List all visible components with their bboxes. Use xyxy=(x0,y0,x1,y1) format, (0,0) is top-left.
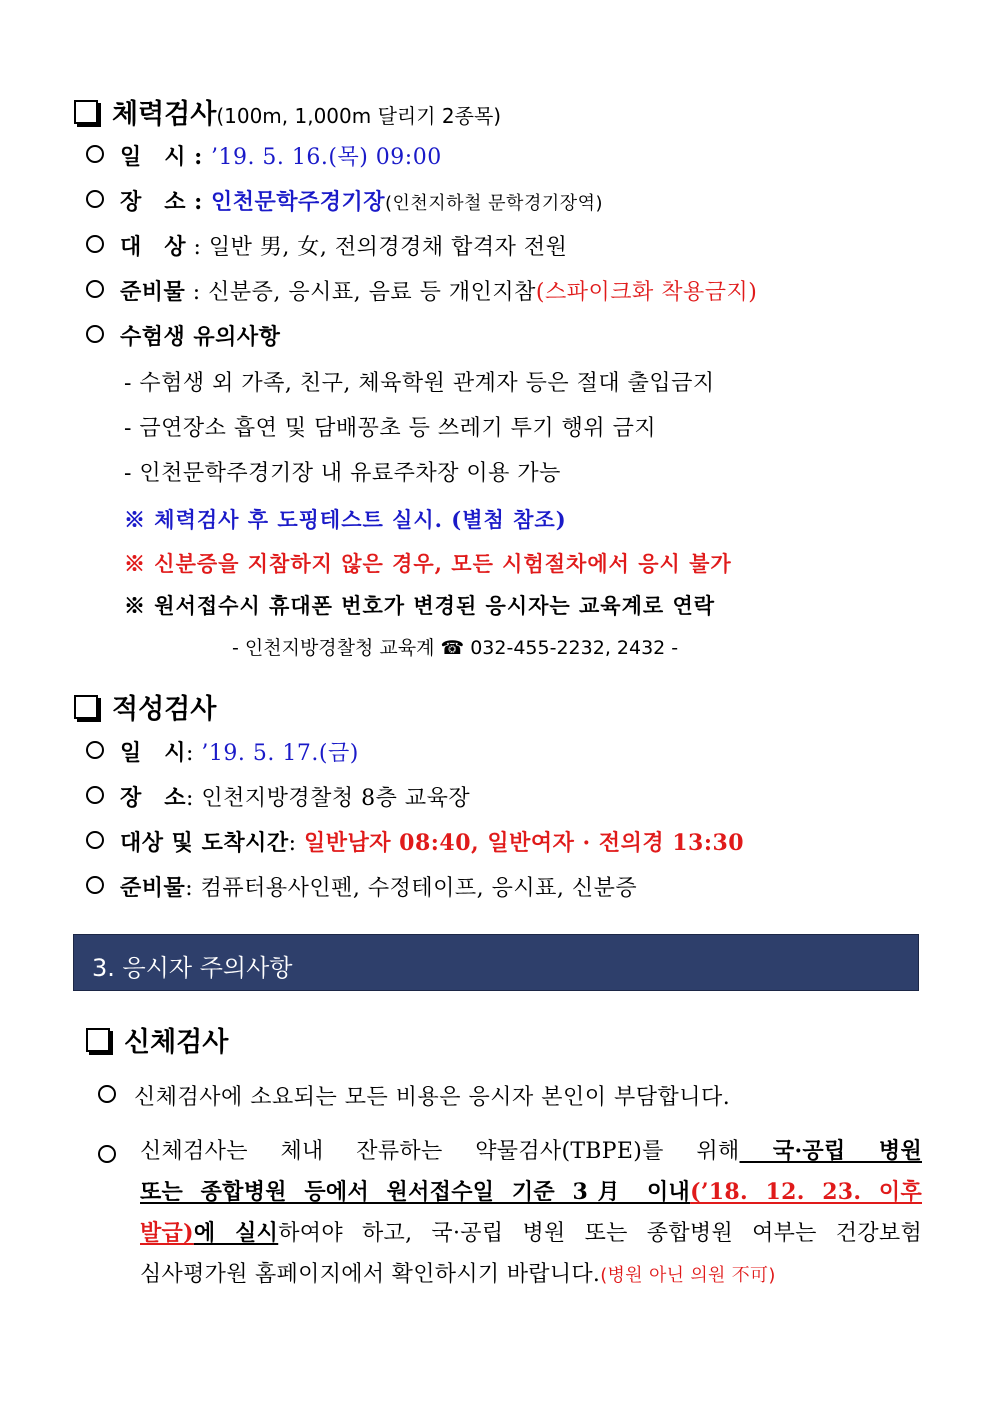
fitness-prep-note: (스파이크화 착용금지) xyxy=(535,280,758,305)
fitness-prep-row xyxy=(86,275,757,306)
checkbox-square-icon xyxy=(74,695,98,719)
aptitude-date-value: ’19. 5. 17.(금) xyxy=(201,741,359,766)
medical-item-2-text-g: 하여야 하고, 국·공립 병원 또는 종합병원 여부는 건강보험 xyxy=(278,1221,922,1246)
medical-item-2-text-a: 신체검사는 체내 잔류하는 약물검사(TBPE)를 위해 xyxy=(140,1139,740,1164)
aptitude-date-row xyxy=(86,736,359,767)
circle-bullet-icon xyxy=(86,831,104,849)
medical-item-1 xyxy=(98,1080,730,1111)
aptitude-section-title xyxy=(74,687,216,726)
circle-bullet-icon xyxy=(86,325,104,343)
aptitude-prep-value: : 컴퓨터용사인펜, 수정테이프, 응시표, 신분증 xyxy=(185,876,638,901)
medical-item-2-line4 xyxy=(140,1254,922,1296)
circle-bullet-icon xyxy=(86,876,104,894)
medical-item-2-perform: 에 실시 xyxy=(193,1220,279,1246)
aptitude-place-label: 장 소 xyxy=(120,785,187,811)
fitness-section-title xyxy=(74,92,501,131)
fitness-place-label: 장 소 : xyxy=(120,189,211,215)
aptitude-place-value: : 인천지방경찰청 8층 교육장 xyxy=(186,786,471,811)
medical-item-2-period: 또는 종합병원 등에서 원서접수일 기준 3月 이내 xyxy=(140,1179,691,1205)
fitness-date-label: 일 시 : xyxy=(120,144,211,170)
caution-item: - 인천문학주경기장 내 유료주차장 이용 가능 xyxy=(124,461,561,486)
aptitude-prep-row xyxy=(86,871,637,902)
fitness-caution-row xyxy=(86,320,280,351)
aptitude-date-label: 일 시 xyxy=(120,740,187,766)
medical-item-2-note: (병원 아닌 의원 不可) xyxy=(600,1265,776,1286)
fitness-caution-label: 수험생 유의사항 xyxy=(120,324,281,350)
medical-item-2-line3 xyxy=(140,1213,922,1254)
circle-bullet-icon xyxy=(86,741,104,759)
medical-section-title xyxy=(86,1020,228,1059)
contact-line: - 인천지방경찰청 교육계 ☎ 032-455-2232, 2432 - xyxy=(232,637,679,659)
circle-bullet-icon xyxy=(86,786,104,804)
aptitude-prep-label: 준비물 xyxy=(120,875,186,901)
circle-bullet-icon xyxy=(98,1145,116,1163)
section-banner-title: 3. 응시자 주의사항 xyxy=(92,954,293,982)
circle-bullet-icon xyxy=(86,190,104,208)
medical-item-2 xyxy=(140,1131,922,1172)
medical-item-2-text-h: 심사평가원 홈페이지에서 확인하시기 바랍니다. xyxy=(140,1262,601,1287)
phone-change-note: ※ 원서접수시 휴대폰 번호가 변경된 응시자는 교육계로 연락 xyxy=(124,593,716,618)
fitness-date-value: ’19. 5. 16.(목) 09:00 xyxy=(210,145,442,170)
fitness-target-row xyxy=(86,230,567,261)
medical-item-2-issue: 발급) xyxy=(140,1220,194,1246)
fitness-subtitle: (100m, 1,000m 달리기 2종목) xyxy=(216,104,502,128)
aptitude-date-sep: : xyxy=(186,741,202,766)
aptitude-arrival-label: 대상 및 도착시간 xyxy=(120,830,289,856)
fitness-prep-label: 준비물 xyxy=(120,279,186,305)
medical-title-text: 신체검사 xyxy=(124,1027,229,1058)
medical-item-2-date: (’18. 12. 23. 이후 xyxy=(690,1179,922,1205)
fitness-place-note: (인천지하철 문학경기장역) xyxy=(384,193,604,214)
aptitude-title-text: 적성검사 xyxy=(112,694,217,725)
section-banner xyxy=(73,934,919,991)
id-card-note: ※ 신분증을 지참하지 않은 경우, 모든 시험절차에서 응시 불가 xyxy=(124,551,732,576)
fitness-title-text: 체력검사 xyxy=(112,99,217,130)
fitness-place-row xyxy=(86,185,603,216)
fitness-place-value: 인천문학주경기장 xyxy=(210,189,385,215)
caution-item: - 금연장소 흡연 및 담배꽁초 등 쓰레기 투기 행위 금지 xyxy=(124,416,657,441)
medical-item-2-hospital: 국·공립 병원 xyxy=(739,1138,922,1164)
circle-bullet-icon xyxy=(86,145,104,163)
medical-item-2-line2 xyxy=(140,1172,922,1213)
checkbox-square-icon xyxy=(74,100,98,124)
caution-item: - 수험생 외 가족, 친구, 체육학원 관계자 등은 절대 출입금지 xyxy=(124,371,715,396)
fitness-date-row xyxy=(86,140,442,171)
aptitude-arrival-row xyxy=(86,826,744,857)
aptitude-place-row xyxy=(86,781,470,812)
circle-bullet-icon xyxy=(86,280,104,298)
checkbox-square-icon xyxy=(86,1028,110,1052)
fitness-target-value: : 일반 男, 女, 전의경경채 합격자 전원 xyxy=(186,235,568,260)
circle-bullet-icon xyxy=(86,235,104,253)
fitness-target-label: 대 상 xyxy=(120,234,187,260)
doping-note: ※ 체력검사 후 도핑테스트 실시. (별첨 참조) xyxy=(124,507,567,532)
circle-bullet-icon xyxy=(98,1085,116,1103)
aptitude-arrival-value: 일반남자 08:40, 일반여자 · 전의경 13:30 xyxy=(304,830,745,856)
fitness-prep-value: : 신분증, 응시표, 음료 등 개인지참 xyxy=(185,280,536,305)
aptitude-arrival-sep: : xyxy=(288,831,304,856)
medical-item-1-text: 신체검사에 소요되는 모든 비용은 응시자 본인이 부담합니다. xyxy=(134,1085,731,1110)
